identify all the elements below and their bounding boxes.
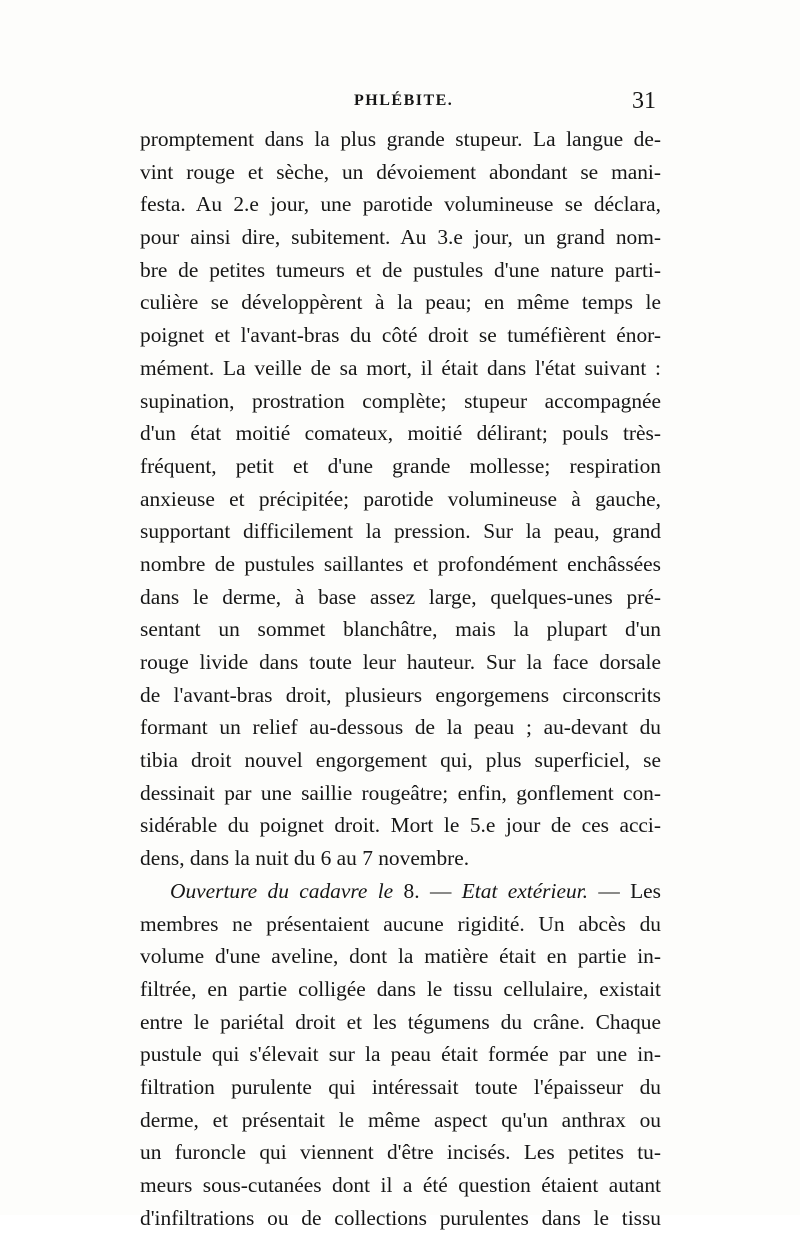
italic-heading-exterior: Etat extérieur. (461, 878, 588, 903)
text-line: entre le pariétal droit et les tégumens du crâne. Chaque (140, 1009, 661, 1034)
text-line: mément. La veille de sa mort, il était dans l'état suivant : (140, 355, 661, 380)
text-line: bre de petites tumeurs et de pustules d'une nature parti- (140, 257, 661, 282)
text-line: fréquent, petit et d'une grande mollesse; respiration (140, 453, 661, 478)
text-line: dens, dans la nuit du 6 au 7 novembre. (140, 846, 470, 871)
text-line: d'un état moitié comateux, moitié délirant; pouls très- (140, 421, 661, 446)
text-line: sentant un sommet blanchâtre, mais la plupart d'un (140, 617, 661, 642)
running-title: PHLÉBITE. (354, 92, 454, 109)
text-line: vint rouge et sèche, un dévoiement abondant se mani- (140, 159, 661, 184)
text-line: promptement dans la plus grande stupeur. La langue de- (140, 127, 661, 151)
text-line: meurs sous-cutanées dont il a été question étaient autant (140, 1173, 661, 1197)
text-line: filtrée, en partie colligée dans le tissu cellulaire, existait (140, 976, 661, 1001)
text-line: pour ainsi dire, subitement. Au 3.e jour, un grand nom- (140, 225, 661, 250)
paragraph-case-history (140, 123, 661, 875)
text-line: anxieuse et précipitée; parotide volumineuse à gauche, (140, 486, 661, 511)
text-line: de l'avant-bras droit, plusieurs engorgemens circonscrits (140, 682, 661, 707)
text-line: membres ne présentaient aucune rigidité. Un abcès du (140, 911, 661, 936)
text-line: poignet et l'avant-bras du côté droit se tuméfièrent énor- (140, 323, 661, 348)
text-line: sidérable du poignet droit. Mort le 5.e jour de ces acci- (140, 813, 661, 838)
text-line: supportant difficilement la pression. Sur la peau, grand (140, 519, 661, 544)
running-head (0, 88, 800, 122)
text-line: formant un relief au-dessous de la peau ; au-devant du (140, 715, 661, 740)
text-line: culière se développèrent à la peau; en même temps le (140, 290, 661, 315)
body-text (140, 123, 661, 1234)
text-line: d'infiltrations ou de collections purulentes dans le tissu (140, 1205, 661, 1230)
text-line: festa. Au 2.e jour, une parotide volumineuse se déclara, (140, 192, 661, 217)
text-line: un furoncle qui viennent d'être incisés. Les petites tu- (140, 1140, 661, 1165)
text-line: pustule qui s'élevait sur la peau était formée par une in- (140, 1042, 661, 1067)
text-line: nombre de pustules saillantes et profondément enchâssées (140, 551, 661, 576)
text-line: tibia droit nouvel engorgement qui, plus superficiel, se (140, 748, 661, 773)
paragraph-autopsy (140, 875, 661, 1234)
inline-text: — Les (587, 878, 661, 903)
text-line: supination, prostration complète; stupeur accompagnée (140, 388, 661, 413)
text-line: filtration purulente qui intéressait toute l'épaisseur du (140, 1074, 661, 1099)
text-line: rouge livide dans toute leur hauteur. Sur la face dorsale (140, 650, 661, 674)
italic-heading-autopsy: Ouverture du cadavre le (170, 878, 394, 903)
text-line: volume d'une aveline, dont la matière était en partie in- (140, 944, 661, 969)
text-line: derme, et présentait le même aspect qu'un anthrax ou (140, 1107, 661, 1132)
text-line-with-italics (140, 875, 661, 908)
text-line: dans le derme, à base assez large, quelques-unes pré- (140, 584, 661, 609)
text-line: dessinait par une saillie rougeâtre; enfin, gonflement con- (140, 780, 661, 805)
page-number: 31 (632, 88, 656, 114)
inline-text: 8. — (393, 878, 462, 903)
